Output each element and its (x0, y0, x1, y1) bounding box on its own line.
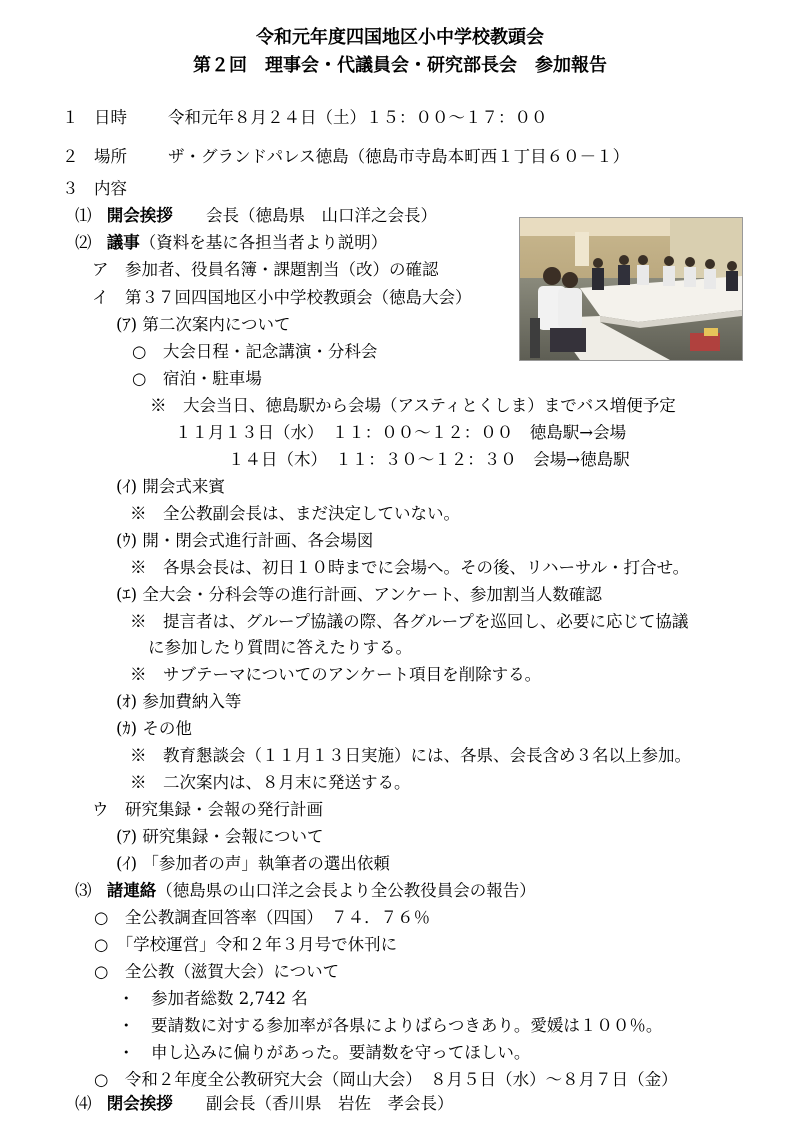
title-line-1: 令和元年度四国地区小中学校教頭会 (256, 27, 544, 48)
section-2-label: 場所 (94, 147, 127, 166)
agenda-u: ウ 研究集録・会報の発行計画 (92, 800, 323, 819)
item-1 (75, 205, 437, 227)
item-2-number: ⑵ (75, 233, 92, 252)
item-1-text: 会長（徳島県 山口洋之会長） (206, 206, 437, 225)
bus-row-2: １４日（木） １１：３０～１２：３０ 会場→徳島駅 (228, 450, 630, 469)
agenda-u-sub-1: (ｱ) 研究集録・会報について (116, 827, 324, 846)
note-survey: ※ サブテーマについてのアンケート項目を削除する。 (130, 665, 542, 684)
section-2-text: ザ・グランドパレス徳島（徳島市寺島本町西１丁目６０－１） (168, 147, 630, 166)
item-3-number: ⑶ (75, 881, 92, 900)
note-mailing: ※ 二次案内は、８月末に発送する。 (130, 773, 411, 792)
title-line-2: 第２回 理事会・代議員会・研究部長会 参加報告 (193, 55, 607, 76)
report-response-rate: ○ 全公教調査回答率（四国） ７４．７６％ (94, 908, 431, 927)
item-1-number: ⑴ (75, 206, 92, 225)
agenda-i-sub-2: (ｲ) 開会式来賓 (116, 477, 225, 496)
section-2-number: ２ (62, 147, 79, 166)
item-1-label: 開会挨拶 (106, 206, 173, 225)
item-3-text: （徳島県の山口洋之会長より全公教役員会の報告） (156, 881, 536, 900)
report-publication: ○ 「学校運営」令和２年３月号で休刊に (94, 935, 398, 954)
item-4-text: 副会長（香川県 岩佐 孝会長） (206, 1094, 454, 1113)
section-3-number: ３ (62, 179, 79, 198)
section-3-label: 内容 (94, 179, 127, 198)
note-guest: ※ 全公教副会長は、まだ決定していない。 (130, 504, 460, 523)
agenda-i-sub-4: (ｴ) 全大会・分科会等の進行計画、アンケート、参加割当人数確認 (116, 585, 602, 604)
section-1 (62, 107, 548, 129)
agenda-a: ア 参加者、役員名簿・課題割当（改）の確認 (92, 260, 439, 279)
agenda-i-sub-5: (ｵ) 参加費納入等 (116, 692, 242, 711)
agenda-u-sub-2: (ｲ) 「参加者の声」執筆者の選出依頼 (116, 854, 390, 873)
section-1-text: 令和元年８月２４日（土）１５：００～１７：００ (168, 108, 548, 127)
agenda-i-sub-6: (ｶ) その他 (116, 719, 192, 738)
agenda-i-sub-3: (ｳ) 開・閉会式進行計画、各会場図 (116, 531, 374, 550)
item-4-label: 閉会挨拶 (106, 1094, 173, 1113)
detail-application: ・ 申し込みに偏りがあった。要請数を守ってほしい。 (118, 1043, 531, 1062)
section-1-label: 日時 (94, 108, 127, 127)
item-2 (75, 232, 387, 254)
note-rehearsal: ※ 各県会長は、初日１０時までに会場へ。その後、リハーサル・打合せ。 (130, 558, 690, 577)
item-3-label: 諸連絡 (106, 881, 157, 900)
item-4-number: ⑷ (75, 1094, 92, 1113)
agenda-i: イ 第３７回四国地区小中学校教頭会（徳島大会） (92, 288, 472, 307)
bullet-lodging: ○ 宿泊・駐車場 (132, 369, 262, 388)
note-meeting: ※ 教育懇談会（１１月１３日実施）には、各県、会長含め３名以上参加。 (130, 746, 691, 765)
section-3 (62, 178, 127, 200)
note-presenter-1: ※ 提言者は、グループ協議の際、各グループを巡回し、必要に応じて協議 (130, 612, 689, 631)
report-okayama: ○ 令和２年度全公教研究大会（岡山大会） ８月５日（水）～８月７日（金） (94, 1070, 678, 1089)
section-2 (62, 146, 630, 168)
section-1-number: １ (62, 108, 79, 127)
detail-participants: ・ 参加者総数 2,742 名 (118, 989, 308, 1008)
note-presenter-2: に参加したり質問に答えたりする。 (148, 638, 412, 657)
item-4 (75, 1093, 454, 1115)
bus-row-1: １１月１３日（水） １１：００～１２：００ 徳島駅→会場 (175, 423, 627, 442)
report-shiga: ○ 全公教（滋賀大会）について (94, 962, 340, 981)
item-2-label: 議事 (106, 233, 140, 252)
agenda-i-sub-1: (ｱ) 第二次案内について (116, 315, 291, 334)
detail-participation-rate: ・ 要請数に対する参加率が各県によりばらつきあり。愛媛は１００％。 (118, 1016, 663, 1035)
note-bus: ※ 大会当日、徳島駅から会場（アスティとくしま）までバス増便予定 (150, 396, 676, 415)
bullet-schedule: ○ 大会日程・記念講演・分科会 (132, 342, 378, 361)
item-2-text: （資料を基に各担当者より説明） (139, 233, 388, 252)
item-3 (75, 880, 536, 902)
meeting-photo (519, 217, 743, 361)
